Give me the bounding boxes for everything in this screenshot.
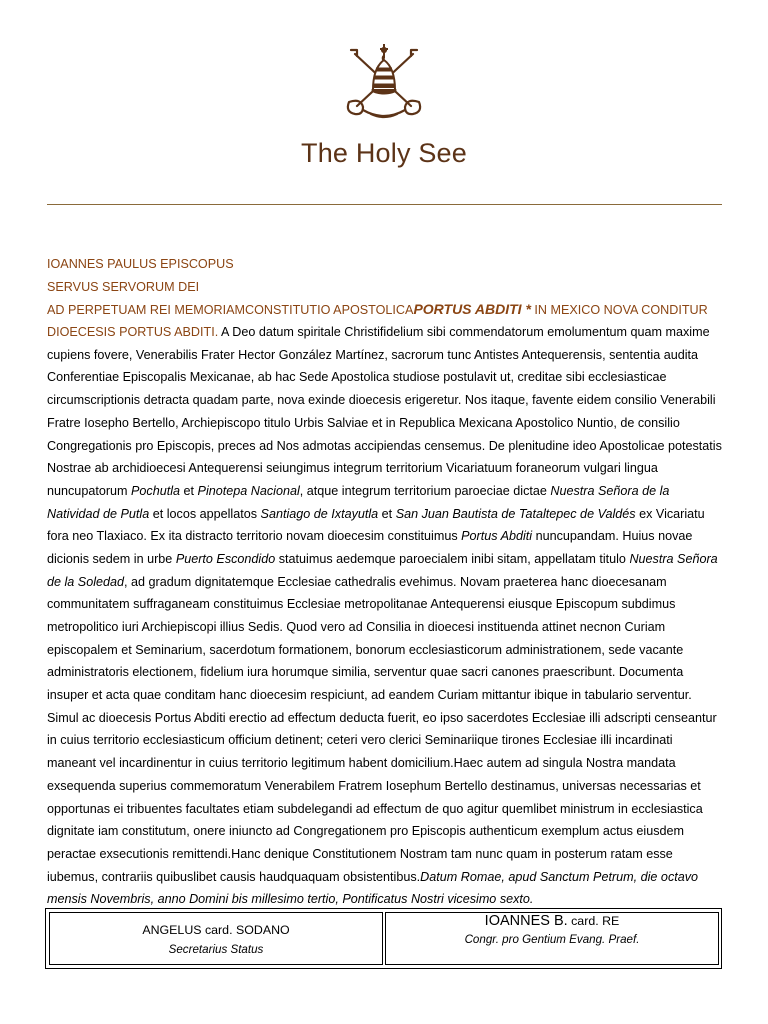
signatory-role: Secretarius Status xyxy=(168,943,264,956)
body-text: statuimus aedemque paroecialem inibi sitam, appellatam titulo xyxy=(275,551,630,566)
body-line: insuper et acta quae conditam hanc dioecesim respiciunt, ad eandem Curiam mittantur ibique in tabulario serventur. xyxy=(47,688,692,703)
dating-clause: Datum Romae, apud Sanctum Petrum, die octavo xyxy=(420,869,699,884)
place-name: Puerto Escondido xyxy=(175,551,276,566)
diocese-heading: DIOECESIS PORTUS ABDITI. xyxy=(47,325,219,340)
body-text: iubemus, contrariis quibuslibet causis haudquaquam obsistentibus. xyxy=(47,869,421,884)
signature-cell-left xyxy=(49,912,383,965)
body-line: cupiens fovere, Venerabilis Frater Hector González Martínez, sacrorum tunc Antistes Antequerensis, sententia audita xyxy=(47,347,699,362)
place-name: de la Soledad xyxy=(47,574,125,589)
body-text: fora neo Tlaxiaco. Ex ita distracto territorio novam dioecesim constituimus xyxy=(47,529,462,544)
body-text: et locos appellatos xyxy=(149,506,261,521)
signatory-title: card. RE xyxy=(567,914,620,928)
body-line: Simul ac dioecesis Portus Abditi erectio ad effectum deducta fuerit, eo ipso sacerdotes Ecclesiae illi adscripti censeantur xyxy=(47,710,717,725)
body-line: Congregationis pro Episcopis, preces ad Nos admotas accipiendas censemus. De plenitudine ideo Apostolicae potestatis xyxy=(47,438,722,453)
place-name: Santiago de Ixtayutla xyxy=(260,506,379,521)
title-line xyxy=(47,298,723,321)
body-line: Nostrae ab archidioecesi Antequerensi seiungimus integrum territorium Vicariatuum foraneorum vulgari lingua xyxy=(47,461,658,476)
body-text: et xyxy=(180,483,198,498)
body-text: et xyxy=(378,506,396,521)
body-line xyxy=(47,548,723,571)
constitution-title: PORTUS ABDITI * xyxy=(413,301,531,318)
body-line xyxy=(47,525,723,548)
body-line xyxy=(47,321,723,344)
body-text: ex Vicariatu xyxy=(635,506,705,521)
signatory-name xyxy=(50,923,382,937)
body-text: , ad gradum dignitatemque Ecclesiae cathedralis evehimus. Novam praeterea hanc dioecesanam xyxy=(124,574,667,589)
papal-coat-of-arms-icon xyxy=(341,40,427,122)
signature-table xyxy=(45,908,722,969)
body-line: dignitate iam constitutum, onere iniuncto ad Congregationem pro Episcopis authenticum exemplum actus eiusdem xyxy=(47,824,685,839)
signatory-name xyxy=(386,913,718,929)
body-line: in cuius territorio ecclesiasticum officium detinent; ceteri vero clerici Seminariique tirones Ecclesiae illi incardinati xyxy=(47,733,673,748)
signatory-title: card. SODANO xyxy=(201,923,290,937)
body-line: administratoris electionem, fidelium iura horumque similia, serventur quae sacri canones praescribunt. Documenta xyxy=(47,665,684,680)
site-title[interactable]: The Holy See xyxy=(301,138,467,168)
place-name: Nuestra Señora xyxy=(629,551,718,566)
body-line: maneant vel incardinentur in cuius territorio legitimum habent domicilium.Haec autem ad singula Nostra mandata xyxy=(47,756,676,771)
body-text: nuncupandam. Huius novae xyxy=(532,529,693,544)
place-name: San Juan Bautista de Tataltepec de Valdés xyxy=(395,506,636,521)
body-line: episcopalem et Seminarium, sacerdotum formationem, bonorum ecclesiasticorum administrationem, sede vacante xyxy=(47,642,684,657)
signatory-given-name: IOANNES B. xyxy=(484,913,568,929)
constitution-heading: AD PERPETUAM REI MEMORIAMCONSTITUTIO APOSTOLICA xyxy=(47,303,414,318)
signatory-given-name: ANGELUS xyxy=(142,923,202,937)
place-name: Natividad de Putla xyxy=(47,506,150,521)
pope-name-line: IOANNES PAULUS EPISCOPUS xyxy=(47,257,234,271)
body-line: metropolitico iuri Archiepiscopi illius Sedis. Quod vero ad Consilia in dioecesi instituenda attinet necnon Curiam xyxy=(47,620,666,634)
body-line: circumscriptionis detracta quadam parte, nova exinde dioecesis erigeretur. Nos itaque, favente eidem consilio Venerabili xyxy=(47,393,716,408)
body-line: Conferentiae Episcopalis Mexicanae, ab hac Sede Apostolica studiose postulavit ut, creditae sibi ecclesiasticae xyxy=(47,370,667,385)
place-name: Pochutla xyxy=(131,483,181,498)
place-name: Nuestra Señora de la xyxy=(550,483,670,498)
constitution-subtitle: IN MEXICO NOVA CONDITUR xyxy=(530,303,708,318)
signature-cell-right xyxy=(385,912,719,965)
signatory-role: Congr. pro Gentium Evang. Praef. xyxy=(464,933,640,946)
body-line xyxy=(47,866,723,889)
body-text: , atque integrum territorium paroeciae dictae xyxy=(299,483,551,498)
body-line xyxy=(47,571,723,594)
document-body xyxy=(47,253,723,911)
place-name: Portus Abditi xyxy=(461,529,533,544)
body-text: nuncupatorum xyxy=(47,483,132,498)
body-line: peractae exsecutionis remittendi.Hanc denique Constitutionem Nostram tam nunc quam in posterum ratam esse xyxy=(47,846,673,861)
header-divider xyxy=(47,204,722,205)
body-line xyxy=(47,480,723,503)
dating-clause: mensis Novembris, anno Domini bis millesimo tertio, Pontificatus Nostri vicesimo sexto. xyxy=(47,892,534,907)
body-text: A Deo datum spiritale Christifidelium sibi commendatorum emolumentum quam maxime xyxy=(218,325,710,340)
body-line: Fratre Iosepho Bertello, Archiepiscopo titulo Urbis Salviae et in Republica Mexicana Apostolico Nuntio, de consilio xyxy=(47,415,680,430)
body-line xyxy=(47,503,723,526)
body-line: communitatem suffraganeam constituimus Ecclesiae metropolitanae Antequerensi eiusque Episcopum subdimus xyxy=(47,597,676,612)
body-text: dicionis sedem in urbe xyxy=(47,551,176,566)
body-line: exsequenda superius commemoratum Venerabilem Fratrem Iosephum Bertello destinamus, universas necessarias et xyxy=(47,778,701,793)
body-line: opportunas ei tribuentes facultates etiam subdelegandi ad effectum de quo agitur quemlibet ministrum in ecclesiastica xyxy=(47,801,703,816)
servus-line: SERVUS SERVORUM DEI xyxy=(47,279,200,294)
place-name: Pinotepa Nacional xyxy=(197,483,300,498)
